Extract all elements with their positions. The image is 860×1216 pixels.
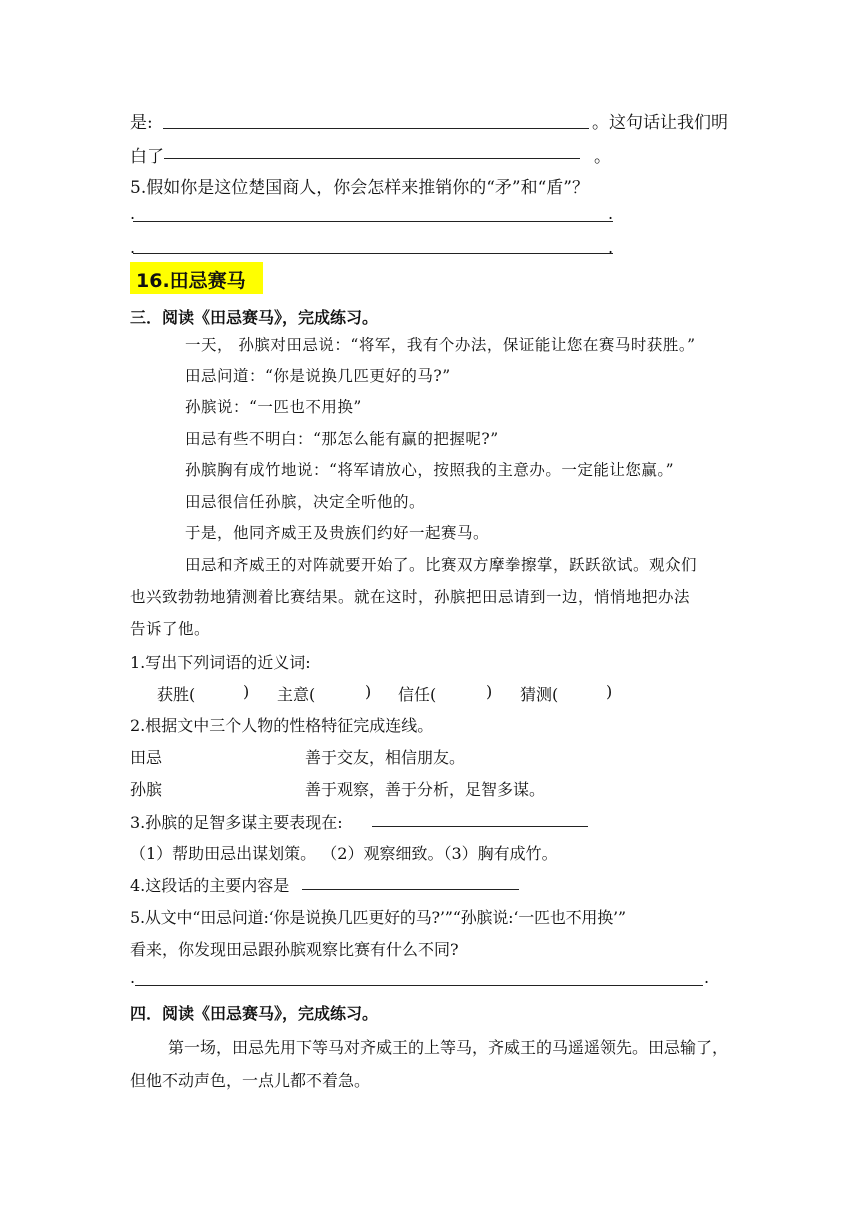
lesson-title: 16.田忌赛马 bbox=[136, 270, 246, 292]
dot-end: . bbox=[608, 238, 614, 257]
answer-blank[interactable] bbox=[163, 128, 589, 129]
q4-line1-suffix: 。这句话让我们明 bbox=[592, 113, 728, 133]
q4-line1-prefix: 是: bbox=[130, 113, 153, 133]
match-right-item[interactable]: 善于交友，相信朋友。 bbox=[305, 748, 466, 767]
synonym-word-3: 信任( bbox=[398, 685, 437, 704]
question-1: 1.写出下列词语的近义词: bbox=[130, 653, 311, 672]
story-paragraph: 孙膑说：“一匹也不用换” bbox=[185, 398, 362, 416]
answer-blank[interactable] bbox=[372, 826, 588, 827]
question-3: 3.孙膑的足智多谋主要表现在: bbox=[130, 813, 343, 832]
question-5-line1: 5.从文中“田忌问道:‘你是说换几匹更好的马?’”“孙膑说:‘一匹也不用换’” bbox=[130, 908, 626, 927]
story-long-paragraph-line3: 告诉了他。 bbox=[130, 620, 211, 638]
synonym-close: ) bbox=[606, 682, 613, 701]
section-4-para-line1: 第一场，田忌先用下等马对齐威王的上等马，齐威王的马遥遥领先。田忌输了， bbox=[168, 1038, 729, 1057]
synonym-close: ) bbox=[486, 682, 493, 701]
story-paragraph: 孙膑胸有成竹地说：“将军请放心，按照我的主意办。一定能让您赢。” bbox=[185, 461, 675, 479]
story-paragraph: 于是，他同齐威王及贵族们约好一起赛马。 bbox=[185, 524, 490, 542]
story-long-paragraph-line2: 也兴致勃勃地猜测着比赛结果。就在这时，孙膑把田忌请到一边，悄悄地把办法 bbox=[130, 588, 691, 606]
dot-start: . bbox=[130, 238, 136, 257]
question-5-line2: 看来，你发现田忌跟孙膑观察比赛有什么不同? bbox=[130, 940, 459, 959]
match-left-item[interactable]: 田忌 bbox=[130, 748, 163, 767]
dot-end: . bbox=[704, 968, 710, 987]
answer-blank[interactable] bbox=[133, 221, 613, 222]
q4-line2-prefix: 白了 bbox=[130, 147, 164, 167]
q4-line2-suffix: 。 bbox=[594, 147, 611, 167]
question-3-options: （1）帮助田忌出谋划策。 （2）观察细致。（3）胸有成竹。 bbox=[130, 844, 558, 863]
story-paragraph: 田忌有些不明白：“那怎么能有赢的把握呢?” bbox=[185, 430, 499, 448]
answer-blank[interactable] bbox=[302, 889, 519, 890]
section-4-title: 四．阅读《田忌赛马》，完成练习。 bbox=[130, 1004, 379, 1023]
dot-start: . bbox=[130, 968, 136, 987]
section-4-para-line2: 但他不动声色，一点儿都不着急。 bbox=[130, 1071, 371, 1090]
story-long-paragraph-line1: 田忌和齐威王的对阵就要开始了。比赛双方摩拳擦掌，跃跃欲试。观众们 bbox=[185, 556, 698, 574]
story-paragraph: 一天， 孙膑对田忌说：“将军，我有个办法，保证能让您在赛马时获胜。” bbox=[185, 336, 696, 354]
question-2: 2.根据文中三个人物的性格特征完成连线。 bbox=[130, 716, 434, 735]
synonym-word-4: 猜测( bbox=[520, 685, 559, 704]
dot-end: . bbox=[608, 204, 614, 223]
synonym-close: ) bbox=[243, 682, 250, 701]
answer-blank[interactable] bbox=[164, 158, 580, 159]
synonym-word-2: 主意( bbox=[277, 685, 316, 704]
synonym-close: ) bbox=[365, 682, 372, 701]
question-5-top: 5.假如你是这位楚国商人，你会怎样来推销你的“矛”和“盾”？ bbox=[130, 178, 589, 198]
answer-blank[interactable] bbox=[135, 985, 703, 986]
section-3-title: 三．阅读《田忌赛马》，完成练习。 bbox=[130, 308, 379, 327]
answer-blank[interactable] bbox=[133, 253, 613, 254]
match-right-item[interactable]: 善于观察，善于分析，足智多谋。 bbox=[305, 780, 546, 799]
synonym-word-1: 获胜( bbox=[157, 685, 196, 704]
story-paragraph: 田忌问道：“你是说换几匹更好的马?” bbox=[185, 367, 451, 385]
match-left-item[interactable]: 孙膑 bbox=[130, 780, 163, 799]
story-paragraph: 田忌很信任孙膑，决定全听他的。 bbox=[185, 493, 426, 511]
dot-start: . bbox=[130, 204, 136, 223]
question-4: 4.这段话的主要内容是 bbox=[130, 876, 290, 895]
